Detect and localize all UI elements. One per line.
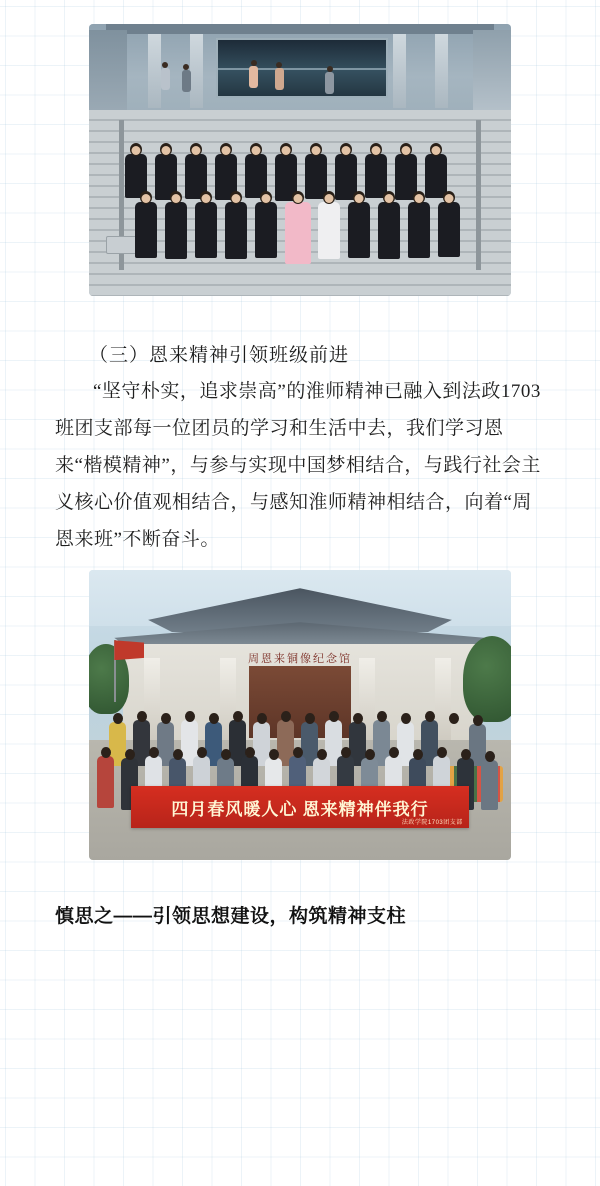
body-paragraph: “坚守朴实，追求崇高”的淮师精神已融入到法政1703班团支部每一位团员的学习和生活中去，我们学习恩来“楷模精神”，与参与实现中国梦相结合，与践行社会主义核心价值观相结合，与感知淮师精神相结合，向着“周恩来班”不断奋斗。 bbox=[55, 381, 541, 551]
photo1-column bbox=[435, 34, 448, 108]
photo1-side-panel-left bbox=[89, 30, 127, 110]
section-subtitle bbox=[55, 900, 545, 933]
photo1-entrance-glass bbox=[216, 38, 389, 98]
person bbox=[195, 202, 217, 258]
photo1-side-panel-right bbox=[473, 30, 511, 110]
memorial-hall-photo bbox=[89, 570, 511, 860]
person bbox=[165, 202, 187, 259]
photo2-plaque-text: 周恩来铜像纪念馆 bbox=[248, 653, 352, 666]
person bbox=[408, 202, 430, 258]
class-group-photo bbox=[89, 24, 511, 296]
photo1-column bbox=[190, 34, 203, 108]
photo1-bystander bbox=[161, 68, 170, 90]
photo1-scene bbox=[89, 24, 511, 296]
person bbox=[365, 154, 387, 198]
photo1-bystander bbox=[275, 68, 284, 90]
person bbox=[225, 202, 247, 259]
person bbox=[97, 756, 114, 808]
person bbox=[318, 202, 340, 259]
person bbox=[378, 202, 400, 259]
photo1-bystander bbox=[325, 72, 334, 94]
person bbox=[348, 202, 370, 258]
person bbox=[255, 202, 277, 258]
photo1-handrail-right bbox=[476, 120, 481, 270]
photo1-column bbox=[148, 34, 161, 108]
photo2-red-flag bbox=[114, 640, 144, 660]
photo1-bystander bbox=[182, 70, 191, 92]
person bbox=[438, 202, 460, 257]
photo1-bystander bbox=[249, 66, 258, 88]
section-heading: （三）恩来精神引领班级前进 bbox=[89, 345, 350, 366]
banner-subtext: 法政学院1703团支部 bbox=[401, 820, 463, 827]
photo2-tree bbox=[463, 636, 511, 722]
section-subtitle-text: 慎思之——引领思想建设，构筑精神支柱 bbox=[55, 906, 407, 928]
photo2-red-banner bbox=[131, 786, 469, 828]
photo2-scene bbox=[89, 570, 511, 860]
person bbox=[425, 154, 447, 198]
person bbox=[481, 760, 498, 810]
photo1-column bbox=[393, 34, 406, 108]
banner-text: 四月春风暖人心 恩来精神伴我行 bbox=[171, 799, 429, 819]
person bbox=[135, 202, 157, 258]
person-teacher bbox=[285, 202, 311, 264]
